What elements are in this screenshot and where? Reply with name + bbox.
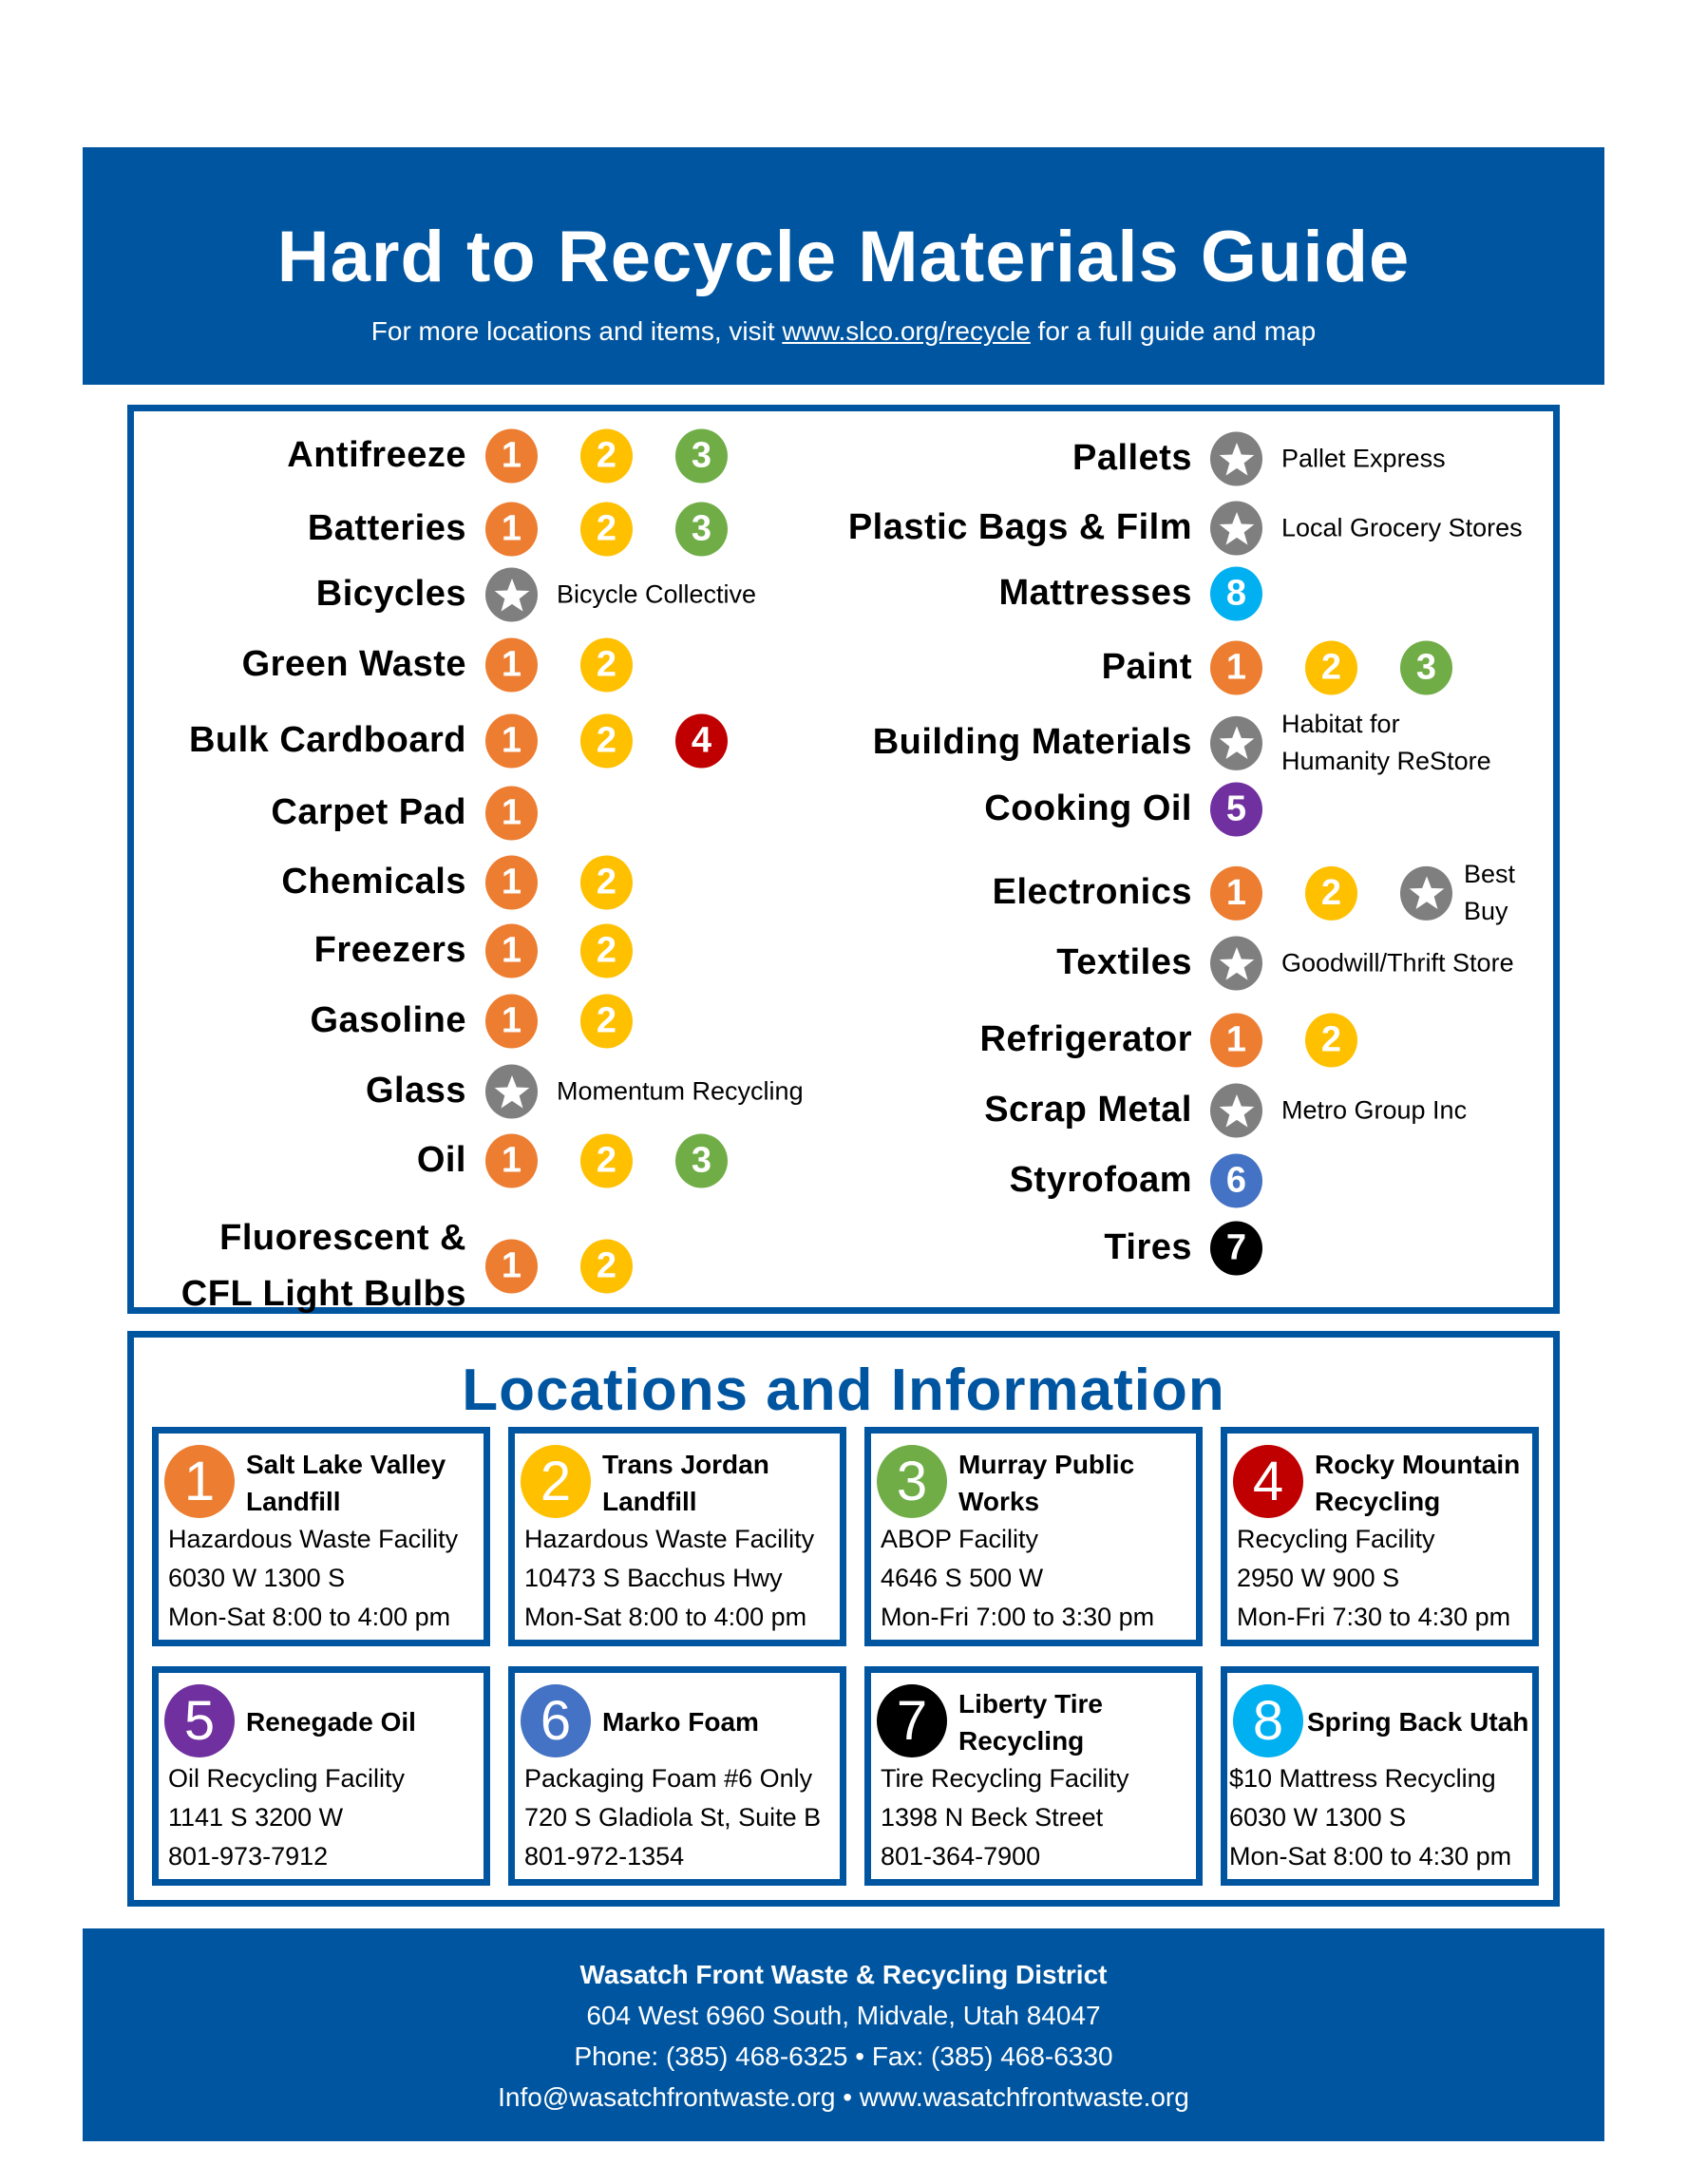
location-card-7: [864, 1666, 1203, 1886]
location-number-5-icon: 5: [164, 1684, 235, 1757]
location-badge-7-icon: 7: [1210, 1222, 1262, 1276]
location-number-8-icon: 8: [1233, 1684, 1303, 1757]
location-badge-1-icon: 1: [485, 638, 538, 693]
location-card-4: [1221, 1427, 1539, 1646]
location-address: 720 S Gladiola St, Suite B: [524, 1803, 822, 1832]
location-address: 1141 S 3200 W: [168, 1803, 344, 1832]
location-badge-2-icon: 2: [1305, 641, 1357, 695]
location-badge-1-icon: 1: [485, 787, 538, 841]
material-label: Bicycles: [315, 574, 466, 615]
material-label: Carpet Pad: [271, 792, 466, 833]
material-label: Bulk Cardboard: [188, 720, 466, 761]
location-badge-1-icon: 1: [485, 856, 538, 910]
material-row: [134, 639, 1192, 696]
location-card-2: [508, 1427, 846, 1646]
location-facility: $10 Mattress Recycling: [1229, 1764, 1496, 1793]
note-line: Best: [1464, 859, 1516, 888]
location-address: 6030 W 1300 S: [168, 1564, 346, 1592]
page-title: Hard to Recycle Materials Guide: [276, 217, 1411, 297]
location-facility: ABOP Facility: [881, 1525, 1039, 1553]
material-label: Glass: [365, 1071, 466, 1111]
material-row: [134, 714, 1192, 771]
material-label: Green Waste: [241, 644, 466, 685]
location-badge-2-icon: 2: [580, 503, 633, 557]
location-name: Murray Public Works: [958, 1449, 1135, 1516]
location-hours-or-phone: Mon-Sat 8:00 to 4:30 pm: [1229, 1842, 1512, 1871]
material-badges: [1210, 1014, 1357, 1068]
location-badge-2-icon: 2: [1305, 866, 1357, 921]
material-label: Cooking Oil: [984, 788, 1192, 829]
location-badge-1-icon: 1: [485, 924, 538, 978]
material-row: [134, 1152, 1192, 1209]
material-label: Batteries: [307, 508, 466, 549]
note-line: Humanity ReStore: [1281, 747, 1491, 775]
location-card-3: [864, 1427, 1203, 1646]
star-icon: [1210, 937, 1262, 991]
footer-email-web: Info@wasatchfrontwaste.org • www.wasatchfrontwaste.org: [498, 2082, 1189, 2112]
material-row: [134, 1082, 1192, 1139]
location-card-8: [1221, 1666, 1539, 1886]
location-hours-or-phone: 801-972-1354: [524, 1842, 685, 1871]
location-number-2-icon: 2: [521, 1445, 591, 1518]
location-badge-1-icon: 1: [485, 1240, 538, 1294]
subtitle-text: For more locations and items, visit: [370, 316, 783, 346]
location-facility: Recycling Facility: [1237, 1525, 1435, 1553]
location-badge-1-icon: 1: [485, 503, 538, 557]
footer-org: Wasatch Front Waste & Recycling District: [579, 1960, 1108, 1989]
note-line: Buy: [1464, 897, 1508, 925]
material-label: Oil: [416, 1140, 466, 1181]
material-label: Tires: [1104, 1227, 1192, 1268]
location-badge-1-icon: 1: [485, 1134, 538, 1188]
location-badge-6-icon: 6: [1210, 1154, 1262, 1208]
location-badge-3-icon: 3: [675, 1134, 728, 1188]
location-badge-1-icon: 1: [485, 714, 538, 769]
location-name: Trans Jordan Landfill: [602, 1449, 769, 1516]
material-label: Pallets: [1072, 438, 1192, 479]
dropoff-location-note: Metro Group Inc: [1281, 1095, 1468, 1125]
location-badge-3-icon: 3: [675, 429, 728, 484]
material-badges: [1210, 432, 1446, 486]
location-name: Rocky Mountain Recycling: [1315, 1449, 1521, 1516]
material-badges: [1210, 937, 1514, 991]
material-label: Chemicals: [281, 862, 466, 902]
location-hours-or-phone: Mon-Sat 8:00 to 4:00 pm: [168, 1603, 451, 1631]
location-badge-1-icon: 1: [485, 995, 538, 1049]
location-badge-2-icon: 2: [580, 924, 633, 978]
material-label-line: Fluorescent &: [219, 1218, 466, 1259]
star-icon: [1210, 1084, 1262, 1138]
location-name: Spring Back Utah: [1307, 1707, 1529, 1738]
material-label: Scrap Metal: [984, 1090, 1192, 1130]
location-badge-2-icon: 2: [580, 1240, 633, 1294]
location-hours-or-phone: Mon-Fri 7:00 to 3:30 pm: [881, 1603, 1155, 1631]
header-banner: [83, 147, 1604, 385]
location-badge-8-icon: 8: [1210, 567, 1262, 621]
location-address: 1398 N Beck Street: [881, 1803, 1104, 1832]
star-icon: [1210, 502, 1262, 556]
material-row: [134, 1220, 1192, 1277]
material-row: [134, 430, 1192, 487]
material-badges: [1210, 1084, 1467, 1138]
dropoff-location-note: [1464, 856, 1515, 930]
location-address: 10473 S Bacchus Hwy: [524, 1564, 783, 1592]
dropoff-location-note: Pallet Express: [1281, 444, 1446, 473]
material-badges: [1210, 1154, 1262, 1208]
star-icon: [1400, 866, 1452, 921]
location-number-7-icon: 7: [877, 1684, 947, 1757]
location-hours-or-phone: 801-973-7912: [168, 1842, 329, 1871]
material-label: Textiles: [1056, 942, 1192, 983]
material-badges: [1210, 1222, 1262, 1276]
location-name: Salt Lake Valley Landfill: [246, 1449, 446, 1516]
location-number-6-icon: 6: [521, 1684, 591, 1757]
material-label: Freezers: [313, 930, 466, 971]
location-name: Marko Foam: [602, 1707, 759, 1738]
material-label-line: CFL Light Bulbs: [180, 1274, 466, 1314]
location-badge-2-icon: 2: [1305, 1014, 1357, 1068]
material-row: [134, 500, 1192, 557]
material-badges: [1210, 706, 1491, 780]
material-badges: [1210, 856, 1515, 930]
location-number-1-icon: 1: [164, 1445, 235, 1518]
location-badge-2-icon: 2: [580, 1134, 633, 1188]
material-row: [134, 864, 1192, 921]
location-number-3-icon: 3: [877, 1445, 947, 1518]
material-label: Antifreeze: [287, 435, 466, 476]
footer-banner: [83, 1928, 1604, 2141]
location-badge-2-icon: 2: [580, 995, 633, 1049]
locations-title: Locations and Information: [462, 1358, 1225, 1423]
material-row: [134, 565, 1192, 622]
star-icon: [1210, 716, 1262, 770]
location-badge-1-icon: 1: [1210, 866, 1262, 921]
dropoff-location-note: Local Grocery Stores: [1281, 513, 1523, 542]
material-label: Styrofoam: [1009, 1160, 1192, 1201]
material-row: [134, 1012, 1192, 1069]
dropoff-location-note: [1281, 706, 1491, 780]
location-facility: Hazardous Waste Facility: [168, 1525, 459, 1553]
header-subtitle: [83, 316, 1604, 347]
location-number-4-icon: 4: [1233, 1445, 1303, 1518]
location-facility: Hazardous Waste Facility: [524, 1525, 815, 1553]
material-label: Gasoline: [310, 1000, 466, 1041]
location-address: 4646 S 500 W: [881, 1564, 1044, 1592]
location-badge-1-icon: 1: [1210, 1014, 1262, 1068]
location-hours-or-phone: Mon-Fri 7:30 to 4:30 pm: [1237, 1603, 1511, 1631]
locations-panel: [127, 1331, 1560, 1907]
location-facility: Packaging Foam #6 Only: [524, 1764, 813, 1793]
location-address: 6030 W 1300 S: [1229, 1803, 1407, 1832]
dropoff-location-note: Bicycle Collective: [557, 579, 757, 609]
location-badge-2-icon: 2: [580, 856, 633, 910]
location-badge-1-icon: 1: [1210, 641, 1262, 695]
location-card-1: [152, 1427, 490, 1646]
material-row: [134, 781, 1192, 838]
material-label: Mattresses: [998, 573, 1192, 614]
location-badge-2-icon: 2: [580, 638, 633, 693]
material-badges: [1210, 641, 1452, 695]
location-badge-2-icon: 2: [580, 429, 633, 484]
material-badges: [1210, 502, 1523, 556]
material-label: Refrigerator: [979, 1019, 1192, 1060]
location-name: Renegade Oil: [246, 1707, 416, 1738]
location-address: 2950 W 900 S: [1237, 1564, 1400, 1592]
location-name: Liberty Tire Recycling: [958, 1688, 1103, 1756]
location-facility: Oil Recycling Facility: [168, 1764, 406, 1793]
material-badges: [1210, 783, 1262, 837]
location-badge-4-icon: 4: [675, 714, 728, 769]
location-card-5: [152, 1666, 490, 1886]
location-badge-3-icon: 3: [1400, 641, 1452, 695]
material-label: Electronics: [992, 872, 1192, 913]
material-badges: [1210, 567, 1262, 621]
subtitle-text-end: for a full guide and map: [1030, 316, 1317, 346]
location-badge-3-icon: 3: [675, 503, 728, 557]
material-label: Building Materials: [872, 722, 1192, 763]
location-badge-5-icon: 5: [1210, 783, 1262, 837]
footer-address: 604 West 6960 South, Midvale, Utah 84047: [586, 2001, 1101, 2030]
material-label: Plastic Bags & Film: [847, 507, 1192, 548]
material-row: [134, 935, 1192, 992]
footer-phone-fax: Phone: (385) 468-6325 • Fax: (385) 468-6330: [574, 2042, 1113, 2071]
slco-recycle-link[interactable]: www.slco.org/recycle: [782, 316, 1031, 346]
location-card-6: [508, 1666, 846, 1886]
dropoff-location-note: Goodwill/Thrift Store: [1281, 948, 1514, 978]
dropoff-location-note: Momentum Recycling: [557, 1076, 804, 1106]
star-icon: [1210, 432, 1262, 486]
location-facility: Tire Recycling Facility: [881, 1764, 1129, 1793]
materials-panel: [127, 405, 1560, 1314]
location-hours-or-phone: Mon-Sat 8:00 to 4:00 pm: [524, 1603, 807, 1631]
location-hours-or-phone: 801-364-7900: [881, 1842, 1041, 1871]
material-label: Paint: [1101, 647, 1192, 688]
note-line: Habitat for: [1281, 709, 1400, 738]
location-badge-1-icon: 1: [485, 429, 538, 484]
location-badge-2-icon: 2: [580, 714, 633, 769]
